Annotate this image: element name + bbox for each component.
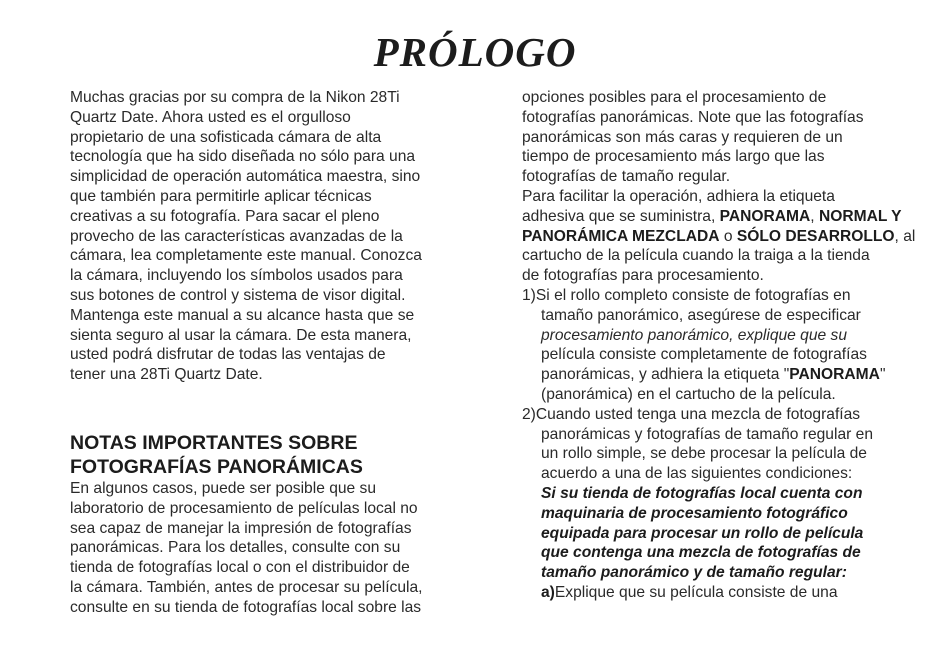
text-line: provecho de las características avanzadas de la [70,227,403,245]
text-line: de fotografías para procesamiento. [522,267,764,285]
text-line: (panorámica) en el cartucho de la película. [541,385,836,403]
text-line: tamaño panorámico, asegúrese de especificar [541,306,861,324]
text-line: consulte en su tienda de fotografías local sobre las [70,598,422,616]
notes-paragraph [70,479,510,618]
text-span: o [719,227,737,245]
left-column [70,88,510,618]
text-line: opciones posibles para el procesamiento de [522,89,827,106]
text-line: fotografías de tamaño regular. [522,168,731,186]
text-line: la cámara, incluyendo los símbolos usados para [70,267,403,285]
text-line: fotografías panorámicas. Note que las fotografías [522,108,864,126]
text-line: panorámicas. Para los detalles, consulte con su [70,539,401,557]
text-line: procesamiento panorámico, explique que su [541,326,847,344]
page-title: PRÓLOGO [373,29,577,75]
text-line [522,207,950,227]
sub-item-a [522,583,950,603]
label-panorama: PANORAMA [789,366,880,384]
text-line: un rollo simple, se debe procesar la película de [541,445,867,463]
heading-line: FOTOGRAFÍAS PANORÁMICAS [70,455,363,478]
sub-item-letter: a) [541,583,555,601]
heading-line: NOTAS IMPORTANTES SOBRE [70,431,358,454]
label-panorama: PANORAMA [719,207,811,225]
text-line: tamaño panorámico y de tamaño regular: [541,564,847,582]
text-line: tecnología que ha sido diseñada no sólo para una [70,148,416,166]
text-line: sus botones de control y sistema de visor digital. [70,286,406,304]
label-mezclada: PANORÁMICA MEZCLADA [522,227,720,245]
list-item-2 [522,405,950,603]
text-line: que contenga una mezcla de fotografías de [541,544,861,562]
text-line: que también para permitirle aplicar técnicas [70,187,372,205]
text-line: la cámara. También, antes de procesar su película, [70,578,423,596]
text-line: En algunos casos, puede ser posible que su [70,479,377,497]
text-line: Para facilitar la operación, adhiera la etiqueta [522,187,835,205]
section-heading [70,431,510,479]
text-span: panorámicas, y adhiera la etiqueta " [541,366,790,384]
text-line: cartucho de la película cuando la traiga a la tienda [522,247,870,265]
text-line: panorámicas son más caras y requieren de un [522,128,843,146]
intro-paragraph [70,88,510,385]
list-item-1 [522,286,950,405]
item-number: 1) [522,286,536,304]
text-line: usted podrá disfrutar de todas las ventajas de [70,346,386,364]
text-line: tiempo de procesamiento más largo que las [522,148,825,166]
text-span: adhesiva que se suministra, [522,207,720,225]
label-normal: NORMAL Y [818,207,902,225]
text-line: Muchas gracias por su compra de la Nikon 28Ti [70,89,400,106]
text-span: , [810,207,819,225]
right-column [522,88,950,603]
panoramic-options-paragraph [522,88,950,187]
text-line: laboratorio de procesamiento de películas local no [70,499,418,517]
label-instructions-paragraph [522,187,950,286]
text-line: Mantenga este manual a su alcance hasta que se [70,306,415,324]
text-span: Explique que su película consiste de una [554,583,838,601]
text-line [522,405,950,425]
text-span: Cuando usted tenga una mezcla de fotografías [535,405,861,423]
text-span: , al [894,227,916,245]
text-span: " [879,366,886,384]
text-line: simplicidad de operación automática maestra, sino [70,168,421,186]
text-line: película consiste completamente de fotografías [541,346,867,364]
text-line: sea capaz de manejar la impresión de fotografías [70,519,412,537]
text-line: acuerdo a una de las siguientes condiciones: [541,465,853,483]
item-number: 2) [522,405,536,423]
text-line [522,365,950,385]
text-line: tener una 28Ti Quartz Date. [70,366,263,384]
text-line: equipada para procesar un rollo de película [541,524,864,542]
text-line: tienda de fotografías local o con el distribuidor de [70,559,410,577]
label-solo-desarrollo: SÓLO DESARROLLO [736,227,895,245]
text-line: cámara, lea completamente este manual. Conozca [70,247,422,265]
text-line: Quartz Date. Ahora usted es el orgulloso [70,108,351,126]
text-line: sienta seguro al usar la cámara. De esta manera, [70,326,412,344]
text-line: propietario de una sofisticada cámara de alta [70,128,382,146]
text-line: Si su tienda de fotografías local cuenta con [541,484,863,502]
text-span: Si el rollo completo consiste de fotografías en [535,286,851,304]
text-line: creativas a su fotografía. Para sacar el pleno [70,207,380,225]
text-line: maquinaria de procesamiento fotográfico [541,504,848,522]
text-line [522,227,950,247]
text-line: panorámicas y fotografías de tamaño regular en [541,425,873,443]
text-line [522,286,950,306]
